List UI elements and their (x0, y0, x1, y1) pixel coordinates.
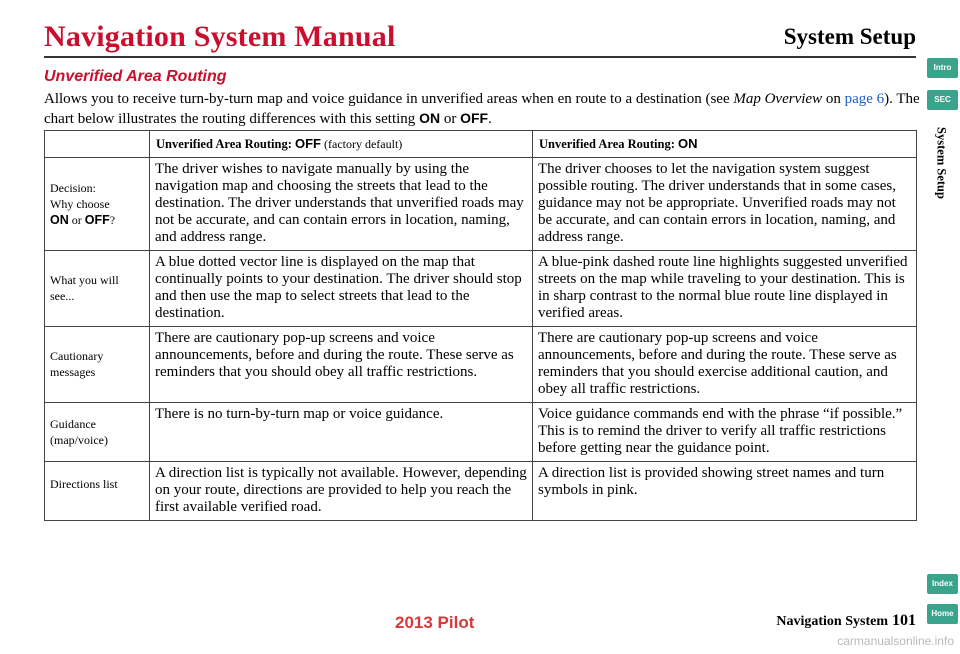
cell-on-what-you-see: A blue-pink dashed route line highlights suggested unverified streets on the map while traveling to your destination. This is in sharp contrast to the normal blue route line displayed in verified areas. (533, 251, 917, 327)
row-label-cautionary (45, 327, 150, 403)
row-label-guidance (45, 403, 150, 462)
side-section-label (925, 108, 957, 218)
subheading: Unverified Area Routing (44, 68, 227, 85)
intro-text-1: Allows you to receive turn-by-turn map and voice guidance in unverified areas when en route to a destination (see (44, 91, 734, 107)
sec-tab[interactable]: SEC (927, 90, 958, 110)
row-label-what-you-see (45, 251, 150, 327)
page-6-link[interactable]: page 6 (844, 91, 885, 107)
row-label-q: ? (109, 212, 116, 227)
intro-or: or (440, 111, 461, 127)
table-corner-cell (45, 131, 150, 158)
intro-text-3: ). The chart below illustrates the routing differences with this setting (44, 91, 920, 127)
row-label-off: OFF (84, 212, 110, 227)
table-row-cautionary (45, 327, 917, 403)
row-label-line: Decision: (50, 180, 96, 195)
page-number: 101 (892, 612, 916, 629)
intro-tab[interactable]: Intro (927, 58, 958, 78)
col-on-setting: ON (678, 136, 698, 151)
footer-system: Navigation System (776, 614, 888, 629)
watermark-text: carmanualsonline.info (837, 634, 954, 648)
intro-text-2: on (822, 91, 845, 107)
row-label-line: Cautionary (50, 349, 104, 363)
col-on-label: Unverified Area Routing: (539, 137, 678, 151)
col-off-note: (factory default) (321, 137, 403, 151)
row-label-line: see... (50, 289, 75, 303)
intro-end: . (488, 111, 492, 127)
cell-on-cautionary: There are cautionary pop-up screens and voice announcements, before and during the route. These serve as reminders that you should exercise additional caution, and obey all traffic restrictions. (533, 327, 917, 403)
section-title: System Setup (783, 24, 916, 49)
routing-comparison-table (44, 130, 917, 521)
cell-off-cautionary: There are cautionary pop-up screens and voice announcements, before and during the route. These serve as reminders that you should obey all traffic restrictions. (150, 327, 533, 403)
row-label-decision (45, 158, 150, 251)
cell-on-guidance: Voice guidance commands end with the phrase “if possible.” This is to remind the driver to verify all traffic restrictions before getting near the guidance point. (533, 403, 917, 462)
row-label-directions (45, 462, 150, 521)
index-tab[interactable]: Index (927, 574, 958, 594)
table-row-directions (45, 462, 917, 521)
row-label-line: Why choose (50, 196, 110, 211)
col-off-label: Unverified Area Routing: (156, 137, 295, 151)
row-label-line: Directions list (50, 476, 118, 491)
side-section-text: System Setup (934, 127, 949, 199)
row-label-line (50, 212, 144, 228)
row-label-or: or (68, 212, 85, 227)
on-setting-text: ON (419, 110, 441, 126)
off-setting-text: OFF (460, 110, 489, 126)
footer-brand: 2013 Pilot (395, 613, 475, 632)
row-label-line: (map/voice) (50, 432, 108, 447)
home-tab[interactable]: Home (927, 604, 958, 624)
column-header-off (150, 131, 533, 158)
header-divider (44, 56, 916, 58)
manual-title: Navigation System Manual (44, 20, 396, 53)
cell-off-decision: The driver wishes to navigate manually by using the navigation map and choosing the streets that lead to the destination. The driver understands that unverified roads may not be accurate, and can contain errors in location, naming, and address range. (150, 158, 533, 251)
row-label-line: messages (50, 365, 96, 379)
cell-off-directions: A direction list is typically not available. However, depending on your route, directions are provided to help you reach the first available verified road. (150, 462, 533, 521)
table-row-what-you-see (45, 251, 917, 327)
table-row-guidance (45, 403, 917, 462)
cell-off-what-you-see: A blue dotted vector line is displayed on the map that continually points to your destination. The driver should stop and then use the map to select streets that lead to the destination. (150, 251, 533, 327)
row-label-line: What you will (50, 273, 119, 287)
cell-on-decision: The driver chooses to let the navigation system suggest possible routing. The driver understands that in some cases, guidance may not be appropriate. Unverified roads may not be accurate, and can contain errors in location, naming, and address range. (533, 158, 917, 251)
row-label-on: ON (50, 212, 69, 227)
footer-page-info (776, 612, 916, 630)
row-label-line: Guidance (50, 416, 96, 431)
intro-paragraph (44, 90, 920, 129)
table-header-row (45, 131, 917, 158)
table-row-decision (45, 158, 917, 251)
column-header-on (533, 131, 917, 158)
cell-off-guidance: There is no turn-by-turn map or voice guidance. (150, 403, 533, 462)
col-off-setting: OFF (295, 136, 321, 151)
cell-on-directions: A direction list is provided showing street names and turn symbols in pink. (533, 462, 917, 521)
map-overview-ref: Map Overview (733, 91, 823, 107)
